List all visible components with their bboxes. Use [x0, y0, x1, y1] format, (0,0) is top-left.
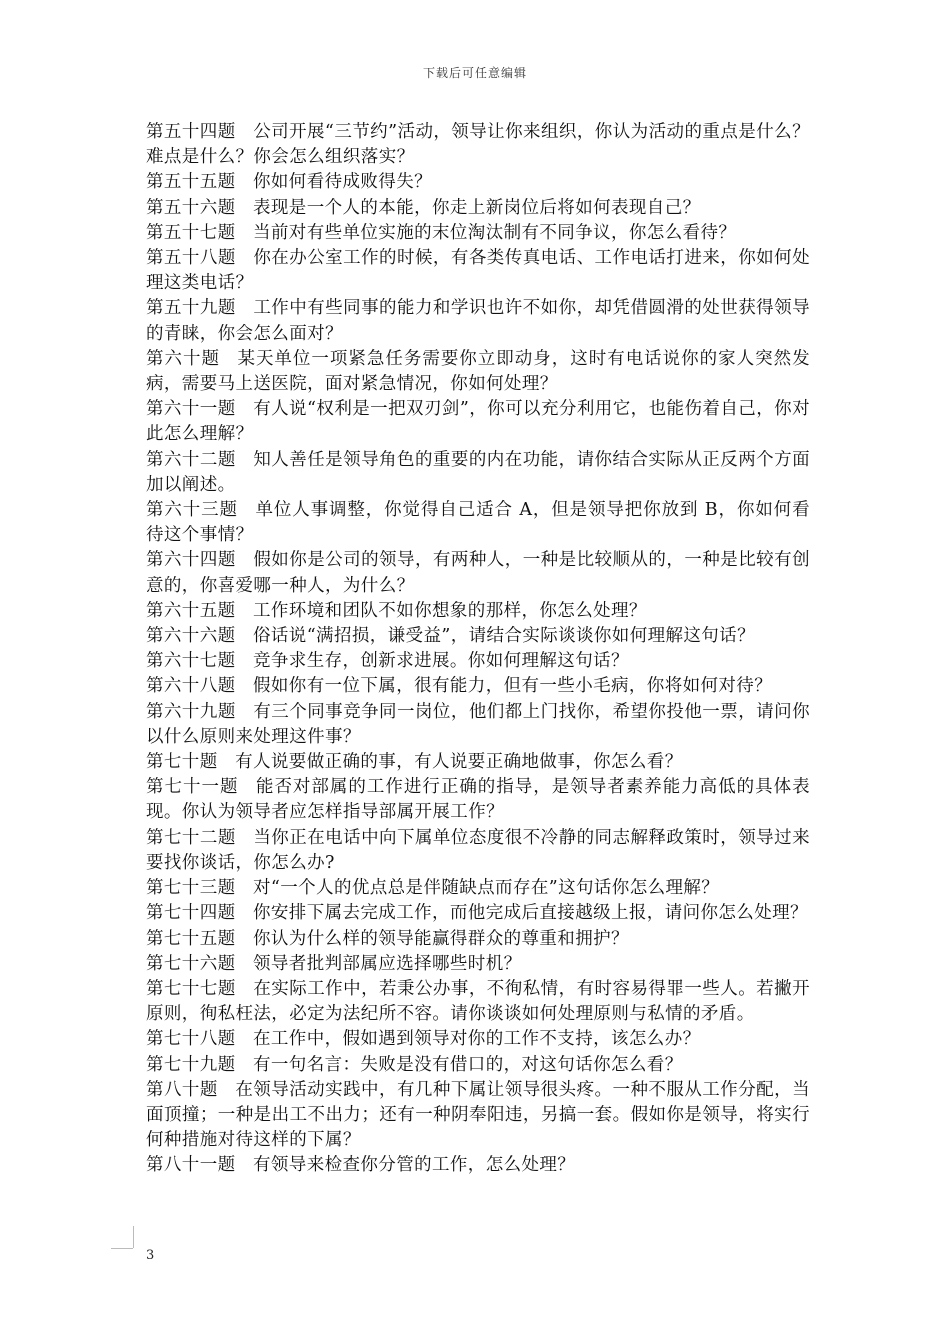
question-item [146, 397, 810, 447]
question-number: 第六十四题 [146, 550, 236, 571]
question-text: 知人善任是领导角色的重要的内在功能，请你结合实际从正反两个方面加以阐述。 [146, 449, 811, 495]
question-item [146, 548, 810, 598]
question-item [146, 1053, 810, 1078]
question-number: 第七十八题 [146, 1029, 236, 1050]
question-item [146, 649, 810, 674]
question-number: 第五十五题 [146, 172, 236, 193]
question-number: 第五十八题 [146, 248, 236, 269]
question-item [146, 196, 810, 221]
question-text: 某天单位一项紧急任务需要你立即动身，这时有电话说你的家人突然发病，需要马上送医院，面对紧急情况，你如何处理？ [146, 348, 810, 395]
question-number: 第五十九题 [146, 298, 236, 319]
question-number: 第五十四题 [146, 122, 236, 142]
question-item [146, 876, 810, 901]
question-text: 对“一个人的优点总是伴随缺点而存在”这句话你怎么理解？ [253, 878, 720, 899]
question-list [146, 120, 810, 1179]
question-text: 有人说“权利是一把双刃剑”，你可以充分利用它，也能伤着自己，你对此怎么理解？ [146, 399, 810, 445]
question-text: 单位人事调整，你觉得自己适合 A，但是领导把你放到 B，你如何看待这个事情？ [146, 500, 811, 546]
question-item [146, 1153, 810, 1178]
question-text: 公司开展“三节约”活动，领导让你来组织，你认为活动的重点是什么？难点是什么？你会怎么组织落实？ [146, 122, 810, 168]
question-text: 你安排下属去完成工作，而他完成后直接越级上报，请问你怎么处理？ [253, 903, 808, 924]
question-item [146, 624, 810, 649]
question-text: 你认为什么样的领导能赢得群众的尊重和拥护？ [253, 928, 629, 949]
question-item [146, 952, 810, 977]
question-number: 第六十八题 [146, 676, 236, 697]
question-item [146, 977, 810, 1027]
question-item [146, 674, 810, 699]
question-text: 能否对部属的工作进行正确的指导，是领导者素养能力高低的具体表现。你认为领导者应怎样指导部属开展工作？ [146, 777, 811, 823]
question-number: 第八十一题 [146, 1155, 236, 1176]
question-item [146, 901, 810, 926]
question-item [146, 750, 810, 775]
question-number: 第七十二题 [146, 827, 236, 848]
question-number: 第六十九题 [146, 701, 236, 722]
question-number: 第六十二题 [146, 449, 236, 470]
question-item [146, 498, 810, 548]
question-item [146, 927, 810, 952]
question-item [146, 120, 810, 170]
question-item [146, 700, 810, 750]
question-item [146, 448, 810, 498]
question-number: 第五十六题 [146, 197, 236, 218]
question-number: 第六十三题 [146, 500, 238, 521]
question-number: 第七十题 [146, 752, 218, 773]
question-number: 第五十七题 [146, 222, 236, 243]
question-text: 有领导来检查你分管的工作，怎么处理？ [253, 1155, 576, 1176]
question-text: 假如你是公司的领导，有两种人，一种是比较顺从的，一种是比较有创意的，你喜爱哪一种人，为什么？ [146, 550, 811, 596]
question-text: 工作环境和团队不如你想象的那样，你怎么处理？ [253, 600, 647, 621]
question-text: 在领导活动实践中，有几种下属让领导很头疼。一种不服从工作分配，当面顶撞；一种是出工不出力；还有一种阴奉阳违，另搞一套。假如你是领导，将实行何种措施对待这样的下属？ [146, 1079, 810, 1151]
question-number: 第六十题 [146, 348, 220, 369]
question-text: 竞争求生存，创新求进展。你如何理解这句话？ [253, 651, 629, 672]
question-text: 俗话说“满招损，谦受益”，请结合实际谈谈你如何理解这句话？ [253, 626, 755, 647]
question-text: 有一句名言：失败是没有借口的，对这句话你怎么看？ [253, 1054, 683, 1075]
question-text: 工作中有些同事的能力和学识也许不如你，却凭借圆滑的处世获得领导的青睐，你会怎么面对？ [146, 298, 811, 344]
question-item [146, 1078, 810, 1154]
question-item [146, 246, 810, 296]
question-number: 第七十七题 [146, 978, 236, 999]
question-number: 第六十六题 [146, 626, 236, 647]
question-number: 第七十四题 [146, 903, 236, 924]
question-text: 当前对有些单位实施的末位淘汰制有不同争议，你怎么看待？ [253, 222, 737, 243]
question-item [146, 826, 810, 876]
page-number: 3 [146, 1248, 155, 1263]
question-number: 第七十九题 [146, 1054, 236, 1075]
page-header: 下载后可任意编辑 [422, 66, 527, 80]
question-item [146, 1027, 810, 1052]
question-number: 第七十三题 [146, 878, 236, 899]
question-item [146, 347, 810, 397]
question-number: 第八十题 [146, 1079, 218, 1100]
question-text: 在实际工作中，若秉公办事，不徇私情，有时容易得罪一些人。若撇开原则，徇私枉法，必定为法纪所不容。请你谈谈如何处理原则与私情的矛盾。 [146, 978, 811, 1025]
question-text: 你如何看待成败得失？ [253, 172, 432, 193]
question-item [146, 599, 810, 624]
question-text: 有三个同事竞争同一岗位，他们都上门找你，希望你投他一票，请问你以什么原则来处理这件事？ [146, 701, 811, 747]
question-item [146, 170, 810, 195]
question-text: 假如你有一位下属，很有能力，但有一些小毛病，你将如何对待？ [253, 676, 773, 697]
question-item [146, 221, 810, 246]
question-number: 第六十五题 [146, 600, 236, 621]
question-text: 表现是一个人的本能，你走上新岗位后将如何表现自己？ [253, 197, 701, 218]
question-number: 第七十五题 [146, 928, 236, 949]
question-number: 第七十一题 [146, 777, 239, 798]
crop-mark-vertical [133, 1226, 134, 1248]
question-item [146, 296, 810, 346]
question-number: 第七十六题 [146, 953, 236, 974]
crop-mark-horizontal [111, 1248, 133, 1249]
question-number: 第六十一题 [146, 399, 236, 420]
question-text: 领导者批判部属应选择哪些时机？ [253, 953, 522, 974]
question-text: 你在办公室工作的时候，有各类传真电话、工作电话打进来，你如何处理这类电话？ [146, 248, 811, 294]
question-item [146, 775, 810, 825]
question-number: 第六十七题 [146, 651, 236, 672]
question-text: 当你正在电话中向下属单位态度很不冷静的同志解释政策时，领导过来要找你谈话，你怎么办? [146, 827, 811, 873]
question-text: 有人说要做正确的事，有人说要正确地做事，你怎么看？ [235, 752, 683, 773]
question-text: 在工作中，假如遇到领导对你的工作不支持，该怎么办？ [253, 1029, 701, 1050]
